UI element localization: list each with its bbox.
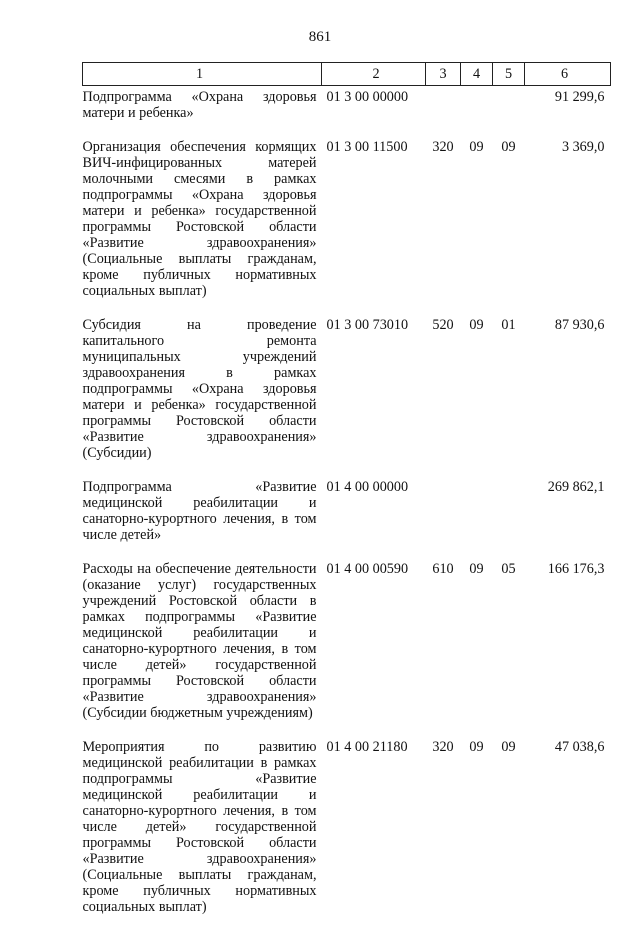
row-subsection: 09 [501, 739, 516, 755]
row-name: Субсидия на проведение капитального ремонта муниципальных учреждений здравоохранения в рамках подпрограммы «Охрана здоровья матери и ребенка» государственной программы Ростовской области «Развитие здравоохранения» (Субсидии) [82, 317, 317, 461]
row-expense-type: 320 [432, 139, 454, 155]
table-row [83, 139, 611, 317]
row-section: 09 [469, 317, 484, 333]
row-name: Подпрограмма «Охрана здоровья матери и ребенка» [82, 89, 317, 121]
row-section: 09 [469, 139, 484, 155]
column-header-3: 3 [426, 63, 461, 86]
row-subsection [493, 479, 525, 561]
row-section: 09 [469, 739, 484, 755]
row-expense-type [426, 86, 461, 140]
row-code: 01 4 00 00590 [326, 561, 409, 577]
row-name: Расходы на обеспечение деятельности (оказание услуг) государственных учреждений Ростовской области в рамках подпрограммы «Развитие медицинской реабилитации и санаторно-курортного лечения, в том числе детей» государственной программы Ростовской области «Развитие здравоохранения» (Субсидии бюджетным учреждениям) [82, 561, 317, 721]
row-sum: 166 176,3 [547, 561, 605, 577]
row-subsection [493, 86, 525, 140]
row-sum: 47 038,6 [554, 739, 605, 755]
table-row [83, 317, 611, 479]
row-sum: 91 299,6 [554, 89, 605, 105]
row-subsection: 05 [501, 561, 516, 577]
table-row [83, 561, 611, 739]
row-code: 01 3 00 11500 [326, 139, 408, 155]
table-row [83, 739, 611, 933]
table-header-row [83, 63, 611, 86]
column-header-6: 6 [525, 63, 611, 86]
row-expense-type: 320 [432, 739, 454, 755]
row-subsection: 09 [501, 139, 516, 155]
row-sum: 87 930,6 [554, 317, 605, 333]
table-row [83, 86, 611, 140]
row-expense-type [426, 479, 461, 561]
page-number: 861 [308, 29, 332, 45]
row-sum: 3 369,0 [561, 139, 605, 155]
row-subsection: 01 [501, 317, 516, 333]
column-header-1: 1 [83, 63, 322, 86]
row-code: 01 4 00 21180 [326, 739, 408, 755]
row-name: Подпрограмма «Развитие медицинской реабилитации и санаторно-курортного лечения, в том числе детей» [82, 479, 317, 543]
row-code: 01 4 00 00000 [326, 479, 409, 495]
row-expense-type: 520 [432, 317, 454, 333]
column-header-4: 4 [461, 63, 493, 86]
row-section [461, 479, 493, 561]
budget-table [82, 62, 611, 933]
row-code: 01 3 00 73010 [326, 317, 409, 333]
row-sum: 269 862,1 [547, 479, 605, 495]
column-header-5: 5 [493, 63, 525, 86]
column-header-2: 2 [322, 63, 426, 86]
row-section: 09 [469, 561, 484, 577]
row-code: 01 3 00 00000 [326, 89, 409, 105]
row-section [461, 86, 493, 140]
row-expense-type: 610 [432, 561, 454, 577]
table-row [83, 479, 611, 561]
row-name: Организация обеспечения кормящих ВИЧ-инфицированных матерей молочными смесями в рамках подпрограммы «Охрана здоровья матери и ребенка» государственной программы Ростовской области «Развитие здравоохранения» (Социальные выплаты гражданам, кроме публичных нормативных социальных выплат) [82, 139, 317, 299]
row-name: Мероприятия по развитию медицинской реабилитации в рамках подпрограммы «Развитие медицинской реабилитации и санаторно-курортного лечения, в том числе детей» государственной программы Ростовской области «Развитие здравоохранения» (Социальные выплаты гражданам, кроме публичных нормативных социальных выплат) [82, 739, 317, 915]
